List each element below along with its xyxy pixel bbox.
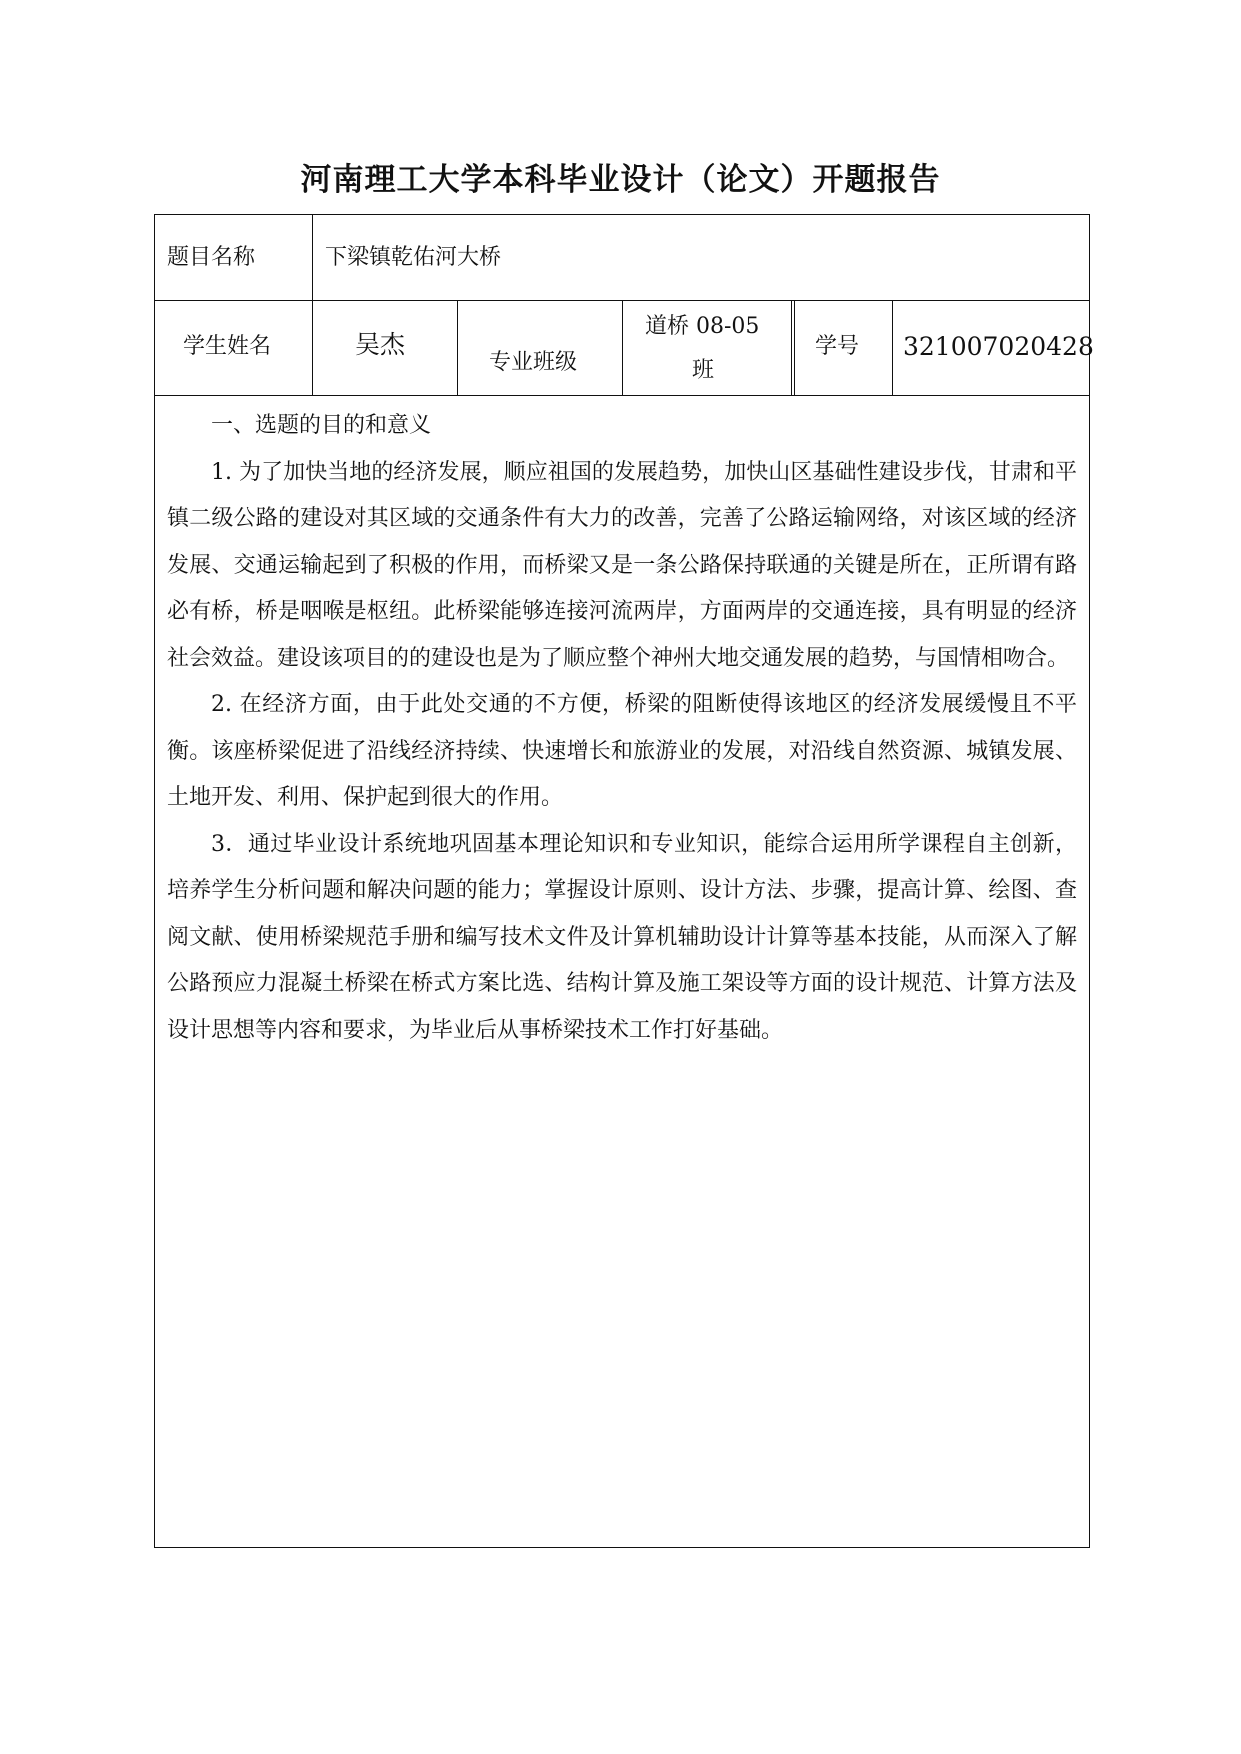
paragraph-2: 2. 在经济方面，由于此处交通的不方便，桥梁的阻断使得该地区的经济发展缓慢且不平衡。该座桥梁促进了沿线经济持续、快速增长和旅游业的发展，对沿线自然资源、城镇发展、土地开发、利用、保护起到很大的作用。 [167, 692, 1077, 810]
major-class-value-line2: 班 [692, 358, 715, 383]
col-divider-name [457, 300, 458, 395]
col-divider-major-value-double [794, 300, 795, 395]
col-divider-label [312, 215, 313, 395]
student-name-label: 学生姓名 [183, 334, 272, 359]
paragraph-3: 3．通过毕业设计系统地巩固基本理论知识和专业知识，能综合运用所学课程自主创新，培养学生分析问题和解决问题的能力；掌握设计原则、设计方法、步骤，提高计算、绘图、查阅文献、使用桥梁规范手册和编写技术文件及计算机辅助设计计算等基本技能，从而深入了解公路预应力混凝土桥梁在桥式方案比选、结构计算及施工架设等方面的设计规范、计算方法及设计思想等内容和要求，为毕业后从事桥梁技术工作打好基础。 [167, 831, 1077, 1043]
paragraph-1: 1. 为了加快当地的经济发展，顺应祖国的发展趋势，加快山区基础性建设步伐，甘肃和平镇二级公路的建设对其区域的交通条件有大力的改善，完善了公路运输网络，对该区域的经济发展、交通运输起到了积极的作用，而桥梁又是一条公路保持联通的关键是所在，正所谓有路必有桥，桥是咽喉是枢纽。此桥梁能够连接河流两岸，方面两岸的交通连接，具有明显的经济社会效益。建设该项目的的建设也是为了顺应整个神州大地交通发展的趋势，与国情相吻合。 [167, 459, 1077, 671]
major-class-label: 专业班级 [489, 350, 578, 375]
student-id-value: 321007020428 [903, 332, 1094, 361]
section-heading: 一、选题的目的和意义 [211, 413, 432, 438]
major-class-value-line1: 道桥 08-05 [645, 314, 760, 339]
topic-value: 下梁镇乾佑河大桥 [325, 245, 502, 270]
col-divider-major-label [622, 300, 623, 395]
col-divider-id-label [892, 300, 893, 395]
col-divider-major-value [791, 300, 792, 395]
student-id-label: 学号 [815, 334, 860, 359]
document-title: 河南理工大学本科毕业设计（论文）开题报告 [300, 162, 941, 198]
row-divider-2 [155, 395, 1089, 396]
report-table [154, 214, 1094, 1548]
student-name-value: 吴杰 [355, 330, 406, 359]
content-body [167, 403, 1077, 1054]
topic-label: 题目名称 [167, 245, 256, 270]
